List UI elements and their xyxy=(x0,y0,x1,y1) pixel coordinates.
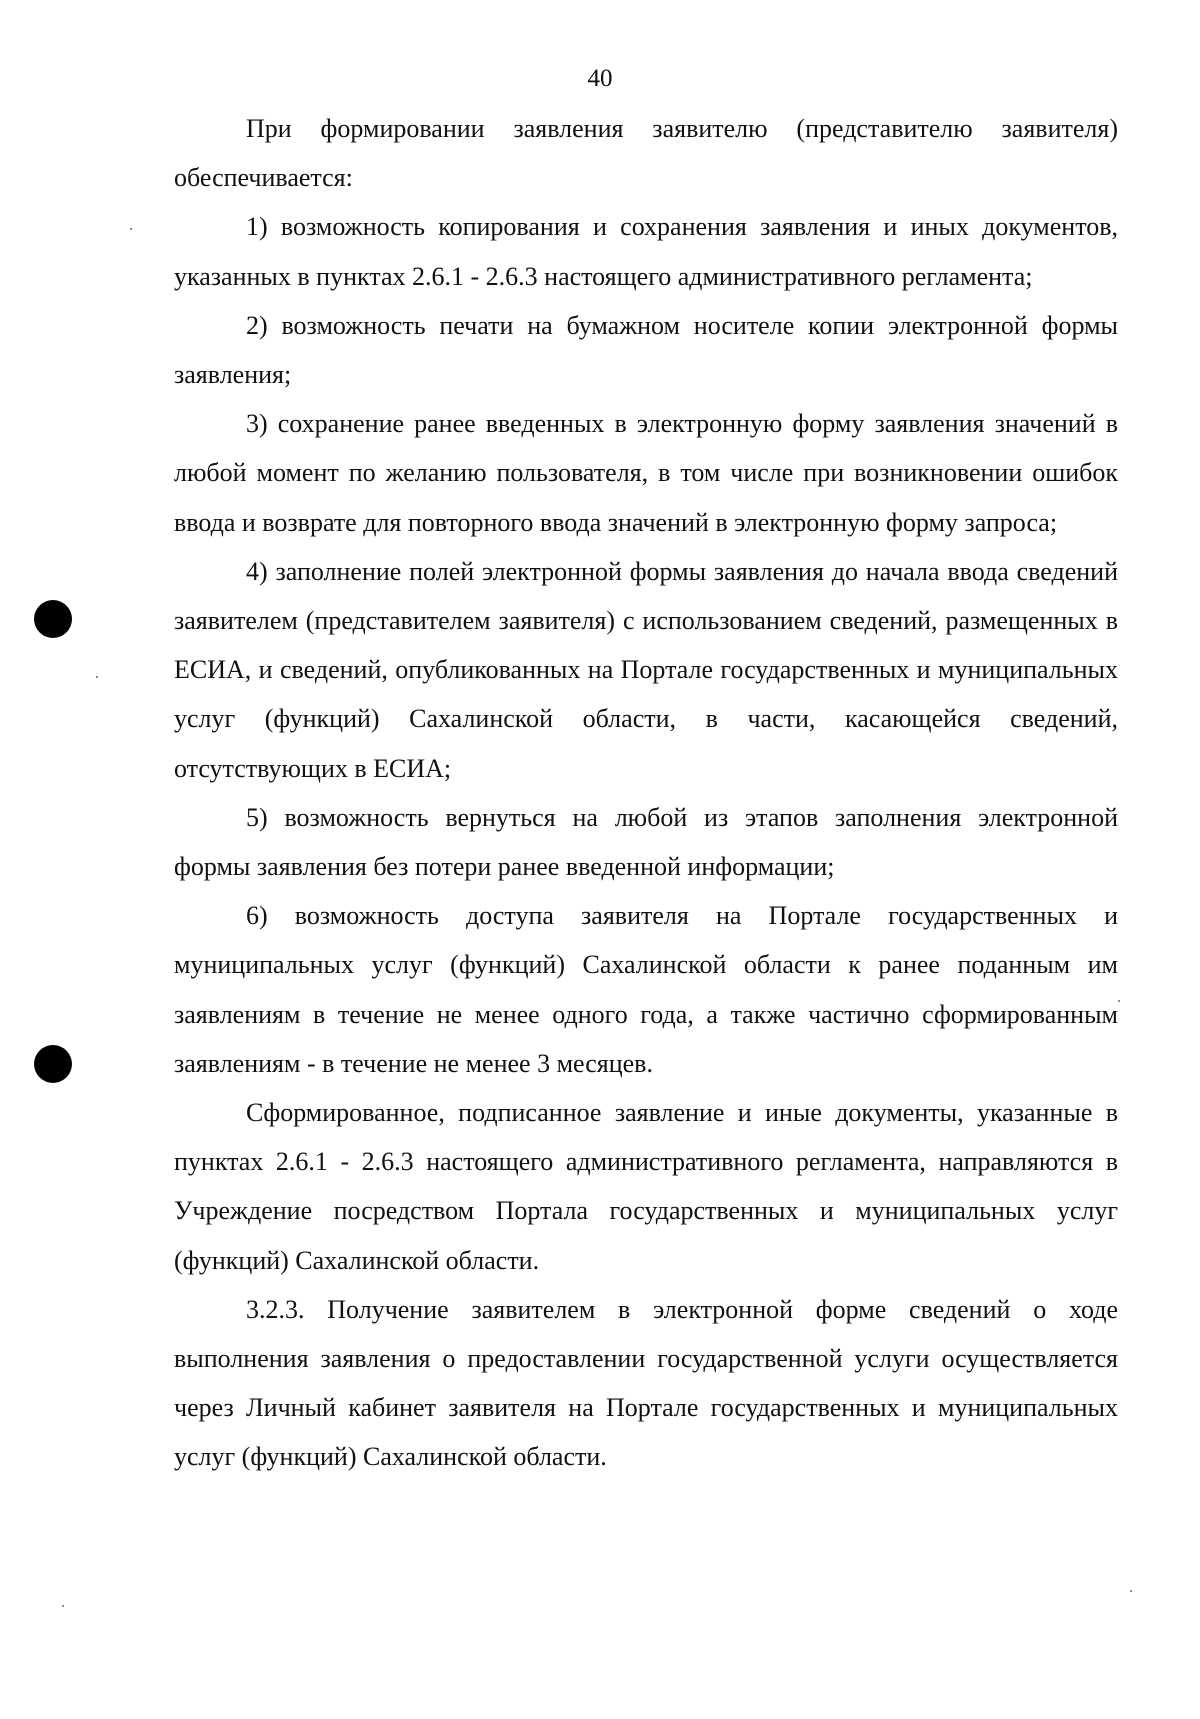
paragraph-item-1: 1) возможность копирования и сохранения заявления и иных документов, указанных в пунктах 2.6.1 - 2.6.3 настоящего административного регламента; xyxy=(174,212,1118,291)
scan-speck xyxy=(130,228,132,230)
paragraph-item-4: 4) заполнение полей электронной формы заявления до начала ввода сведений заявителем (представителем заявителя) с использованием сведений, размещенных в ЕСИА, и сведений, опубликованных на Портале государственных и муниципальных услуг (функций) Сахалинской области, в части, касающейся сведений, отсутствующих в ЕСИА; xyxy=(174,556,1118,783)
paragraph-item-2: 2) возможность печати на бумажном носителе копии электронной формы заявления; xyxy=(174,310,1118,390)
paragraph-section-3-2-3: 3.2.3. Получение заявителем в электронной форме сведений о ходе выполнения заявления о предоставлении государственной услуги осуществляется через Личный кабинет заявителя на Портале государственных и муниципальных услуг (функций) Сахалинской области. xyxy=(174,1294,1118,1472)
paragraph-item-5: 5) возможность вернуться на любой из этапов заполнения электронной формы заявления без потери ранее введенной информации; xyxy=(174,802,1118,882)
page-number: 40 xyxy=(587,65,613,92)
scan-speck xyxy=(96,676,98,678)
paragraph-intro: При формировании заявления заявителю (представителю заявителя) обеспечивается: xyxy=(174,114,1118,193)
document-body xyxy=(174,104,1118,1482)
scan-speck xyxy=(62,1605,64,1607)
paragraph-submission: Сформированное, подписанное заявление и иные документы, указанные в пунктах 2.6.1 - 2.6.3 настоящего административного регламента, направляются в Учреждение посредством Портала государственных и муниципальных услуг (функций) Сахалинской области. xyxy=(174,1098,1118,1275)
paragraph-item-6: 6) возможность доступа заявителя на Портале государственных и муниципальных услуг (функций) Сахалинской области к ранее поданным им заявлениям в течение не менее одного года, а также частично сформированным заявлениям - в течение не менее 3 месяцев. xyxy=(174,901,1118,1078)
punch-hole-bottom xyxy=(34,1045,72,1083)
scan-speck xyxy=(1130,1590,1132,1592)
scan-speck xyxy=(1118,1000,1120,1002)
paragraph-item-3: 3) сохранение ранее введенных в электронную форму заявления значений в любой момент по желанию пользователя, в том числе при возникновении ошибок ввода и возврате для повторного ввода значений в электронную форму запроса; xyxy=(174,409,1118,537)
punch-hole-top xyxy=(34,600,72,638)
